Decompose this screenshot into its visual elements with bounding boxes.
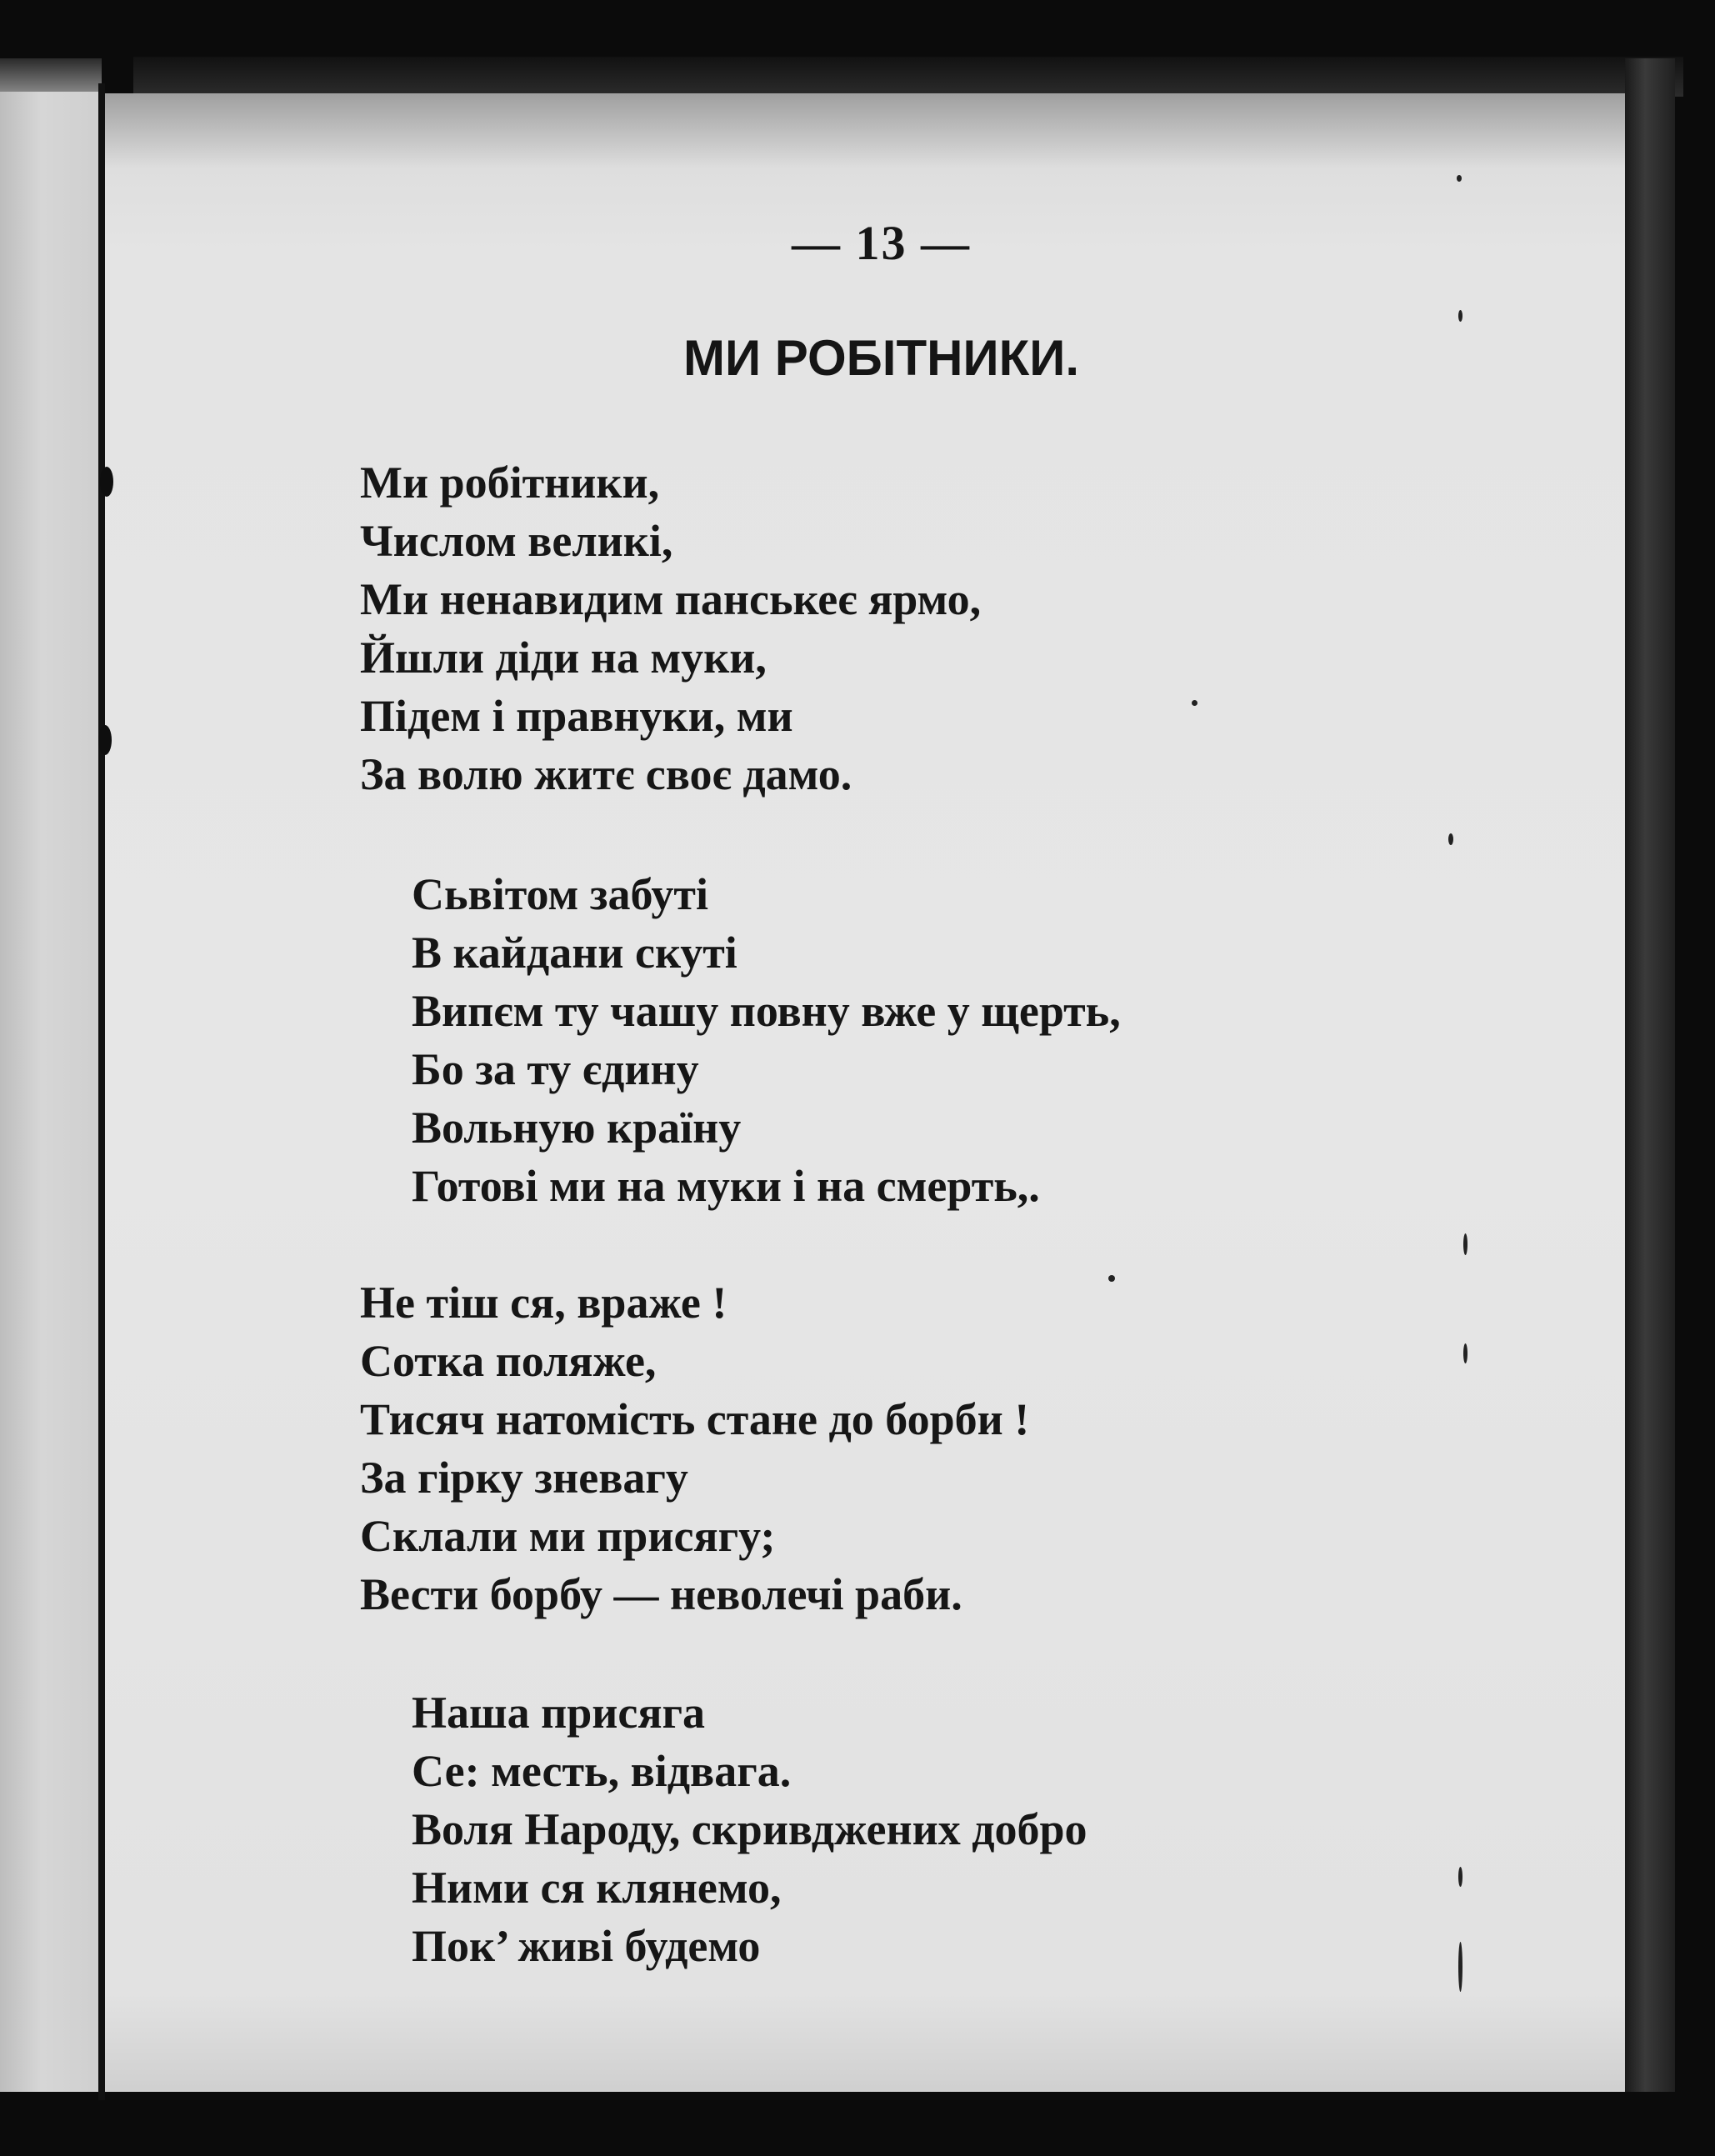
facing-page-strip [0,92,102,2092]
poem-line: Йшли діди на муки, [360,633,767,683]
poem-line: Тисяч натомість стане до борби ! [360,1394,1030,1444]
scan-speck [1458,310,1462,322]
scan-speck [1463,1233,1468,1255]
scan-speck [1108,1275,1115,1282]
page-right-border [1625,58,1675,2108]
poem-line: Вольную країну [412,1103,742,1153]
scan-speck [1458,1867,1462,1887]
poem-line: Випєм ту чашу повну вже у щерть, [412,986,1121,1036]
stanza-3 [360,1273,1029,1623]
poem-line: Бо за ту єдину [412,1044,699,1094]
poem-line: Наша присяга [412,1688,706,1738]
poem-line: Сотка поляже, [360,1336,657,1386]
page-number: — 13 — [792,216,971,270]
stanza-1 [360,453,981,803]
poem-line: За волю житє своє дамо. [360,749,852,799]
poem-line: Готові ми на муки і на смерть,. [412,1161,1040,1211]
book-spine [98,83,105,2100]
poem-line: Ми робітники, [360,458,660,508]
page-top-border [133,57,1683,97]
poem-line: Числом великі, [360,516,673,566]
poem-line: Сьвітом забуті [412,869,708,919]
scan-speck [1457,175,1462,182]
poem-line: Се: месть, відвага. [412,1746,792,1796]
scan-speck [1448,833,1453,845]
poem-line: Підем і правнуки, ми [360,691,793,741]
stanza-4 [412,1683,1088,1975]
poem-title: МИ РОБІТНИКИ. [683,330,1079,386]
scan-speck [100,467,113,497]
poem-line: Вести борбу — неволечі раби. [360,1569,962,1619]
page-top-shadow [105,93,1630,168]
scan-speck [1458,1942,1462,1992]
poem-line: В кайдани скуті [412,928,738,978]
poem-line: Не тіш ся, враже ! [360,1278,728,1328]
poem-line: Ми ненавидим панськеє ярмо, [360,574,982,624]
page-bottom-border [105,2092,1680,2156]
poem-line: Пок’ живі будемо [412,1921,761,1971]
scan-speck [1192,700,1198,706]
poem-line: За гірку зневагу [360,1453,688,1503]
scan-speck [98,725,112,755]
poem-line: Склали ми присягу; [360,1511,776,1561]
poem-line: Ними ся клянемо, [412,1863,782,1913]
poem-line: Воля Народу, скривджених добро [412,1804,1088,1854]
stanza-2 [412,865,1121,1215]
scan-speck [1463,1343,1468,1363]
